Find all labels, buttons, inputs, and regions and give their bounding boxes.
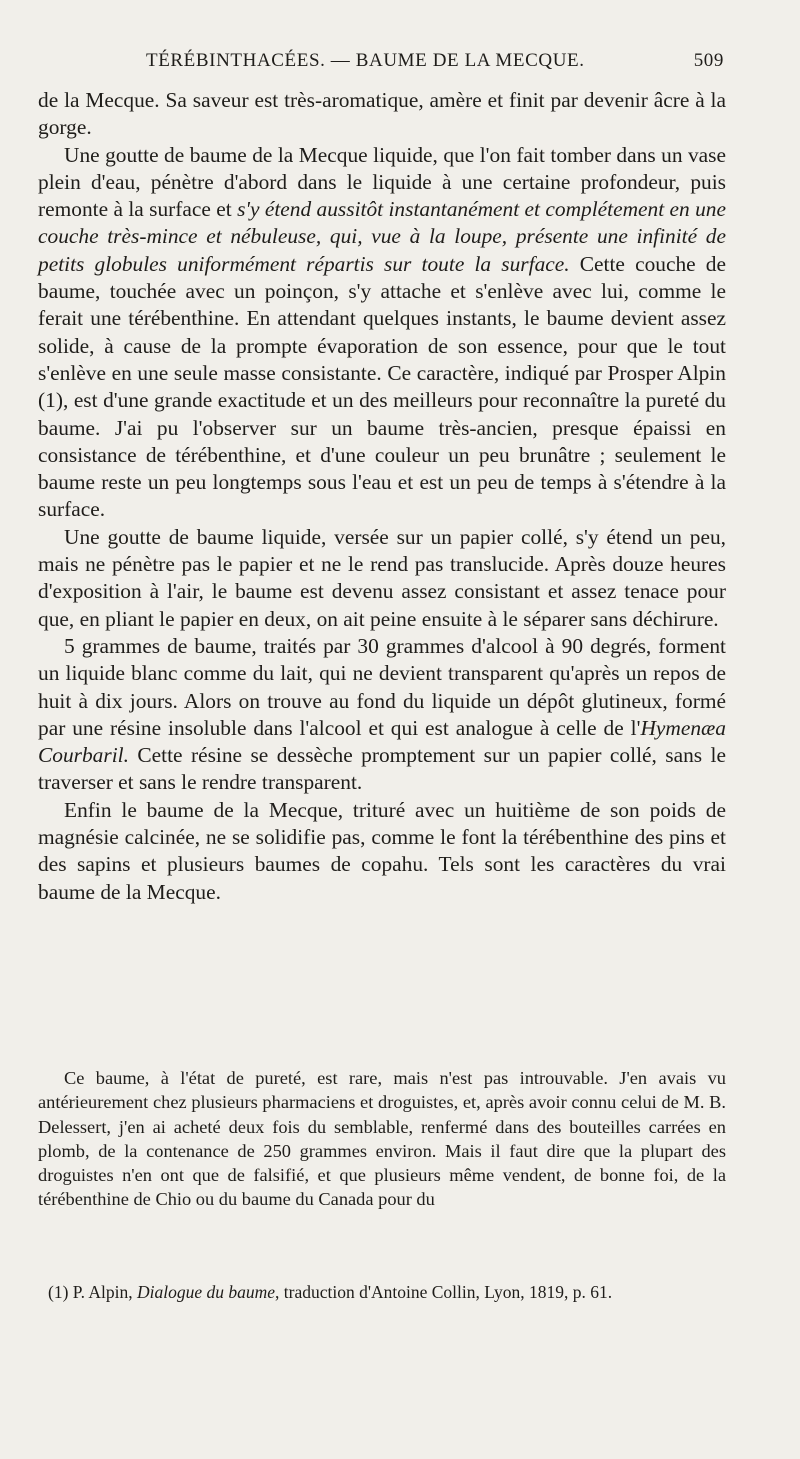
text-span: Une goutte de baume de la Mecque liquide, que l'on fait tomber dans un vase plein d'eau, pénètre d'abord dans le liquide à une certaine profondeur, puis remonte à la surface et <box>38 142 726 222</box>
paragraph-continuation: de la Mecque. Sa saveur est très-aromatique, amère et finit par devenir âcre à la gorge. <box>38 88 726 140</box>
page-number: 509 <box>693 50 724 71</box>
paragraph-alcohol-test <box>38 633 726 797</box>
footnote <box>38 1281 726 1304</box>
footnote-text <box>38 1281 726 1304</box>
running-title: TÉRÉBINTHACÉES. — BAUME DE LA MECQUE. <box>146 50 585 71</box>
main-text <box>38 87 726 906</box>
paragraph-rarity: Ce baume, à l'état de pureté, est rare, mais n'est pas introuvable. J'en avais vu antérieurement chez plusieurs pharmaciens et droguistes, et, après avoir connu celui de M. B. Delessert, j'en ai acheté deux fois du semblable, renfermé dans des bouteilles carrées en plomb, de la contenance de 250 grammes environ. Mais il faut dire que la plupart des droguistes n'en ont que de falsifié, et que plusieurs même vendent, de bonne foi, de la térébenthine de Chio ou du baume du Canada pour du <box>38 1068 726 1210</box>
italic-species-name: Hymenæa Courbaril. <box>38 715 726 768</box>
paragraph-water-test <box>38 142 726 524</box>
footnote-marker: (1) P. Alpin, <box>48 1282 137 1302</box>
text-span: Cette résine se dessèche promptement sur un papier collé, sans le traverser et sans le rendre transparent. <box>38 743 726 795</box>
text-span: 5 grammes de baume, traités par 30 grammes d'alcool à 90 degrés, forment un liquide blanc comme du lait, qui ne devient transparent qu'après un repos de huit à dix jours. Alors on trouve au fond du liquide un dépôt glutineux, formé par une résine insoluble dans l'alcool et qui est analogue à celle de l' <box>38 633 726 740</box>
running-header <box>38 50 724 80</box>
paragraph-magnesia-test: Enfin le baume de la Mecque, trituré avec un huitième de son poids de magnésie calcinée, ne se solidifie pas, comme le font la térébenthine des pins et des sapins et plusieurs baumes de copahu. Tels sont les caractères du vrai baume de la Mecque. <box>38 797 726 904</box>
paragraph-paper-test: Une goutte de baume liquide, versée sur un papier collé, s'y étend un peu, mais ne pénètre pas le papier et ne le rend pas translucide. Après douze heures d'exposition à l'air, le baume est devenu assez consistant et assez tenace pour que, en pliant le papier en deux, on ait peine ensuite à le séparer sans déchirure. <box>38 524 726 631</box>
footnote-book-title: Dialogue du baume <box>136 1282 276 1302</box>
italic-emphasis: s'y étend aussitôt instantanément et complétement en une couche très-mince et nébuleuse, qui, vue à la loupe, présente une infinité de petits globules uniformément répartis sur toute la surface. <box>38 197 726 276</box>
small-print-section <box>38 1066 726 1212</box>
text-span: Cette couche de baume, touchée avec un poinçon, s'y attache et s'enlève avec lui, comme le ferait une térébenthine. En attendant quelques instants, le baume devient assez solide, à cause de la prompte évaporation de son essence, pour que le tout s'enlève en une seule masse consistante. Ce caractère, indiqué par Prosper Alpin (1), est d'une grande exactitude et un des meilleurs pour reconnaître la pureté du baume. J'ai pu l'observer sur un baume très-ancien, presque épaissi en consistance de térébenthine, et d'une couleur un peu brunâtre ; seulement le baume reste un peu longtemps sous l'eau et est un peu de temps à s'étendre à la surface. <box>38 251 726 522</box>
footnote-rest: , traduction d'Antoine Collin, Lyon, 1819, p. 61. <box>275 1282 613 1302</box>
